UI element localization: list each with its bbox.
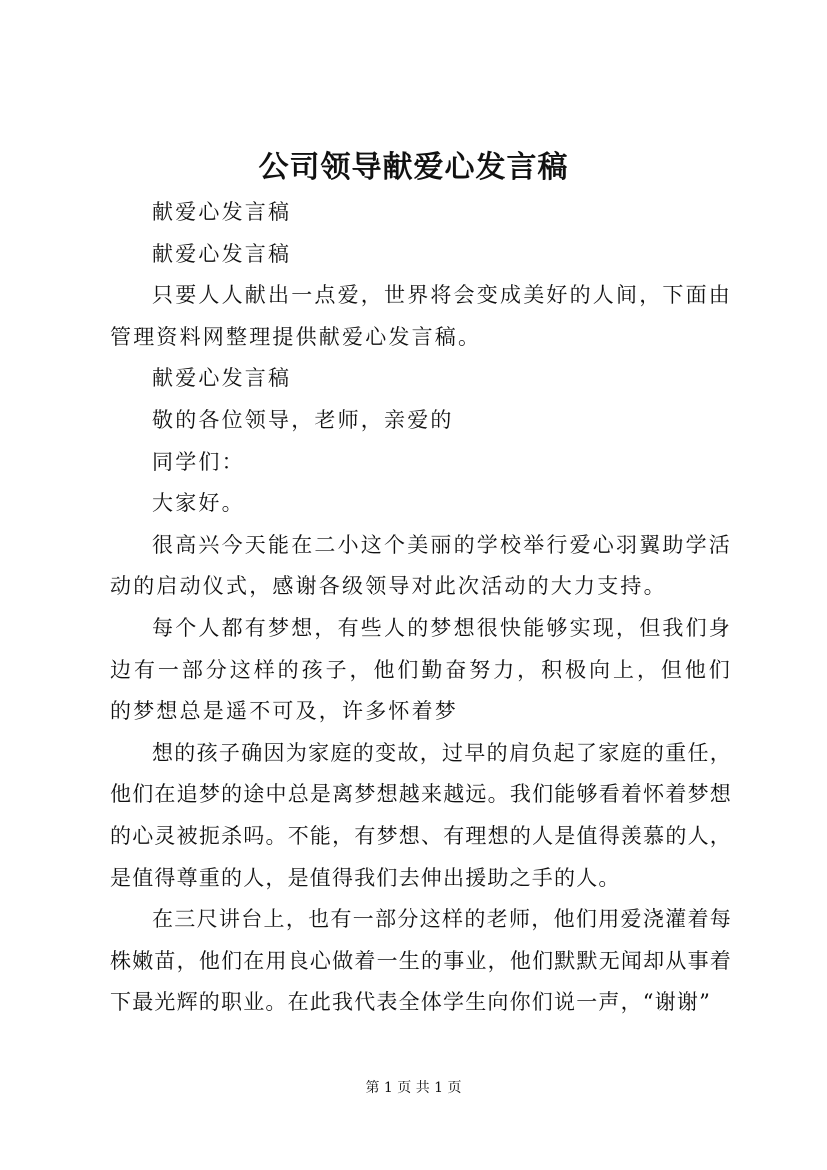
paragraph-salutation-cont: 同学们： [152, 449, 245, 474]
page-footer: 第 1 页 共 1 页 [365, 1080, 462, 1096]
paragraph-heading-2: 献爱心发言稿 [152, 241, 292, 266]
paragraph-body-2: 每个人都有梦想，有些人的梦想很快能够实现，但我们身边有一部分这样的孩子，他们勤奋努力，积极向上，但他们的梦想总是遥不可及，许多怀着梦 [110, 615, 732, 724]
paragraph-intro: 只要人人献出一点爱，世界将会变成美好的人间，下面由管理资料网整理提供献爱心发言稿。 [110, 283, 732, 349]
paragraph-body-1: 很高兴今天能在二小这个美丽的学校举行爱心羽翼助学活动的启动仪式，感谢各级领导对此次活动的大力支持。 [110, 532, 732, 599]
document-body [110, 192, 732, 1024]
paragraph-greeting: 大家好。 [152, 491, 245, 516]
paragraph-heading-1: 献爱心发言稿 [152, 200, 292, 224]
document-title: 公司领导献爱心发言稿 [258, 150, 569, 185]
paragraph-body-3: 想的孩子确因为家庭的变故，过早的肩负起了家庭的重任，他们在追梦的途中总是离梦想越来越远。我们能够看着怀着梦想的心灵被扼杀吗。不能，有梦想、有理想的人是值得羡慕的人，是值得尊重的人，是值得我们去伸出援助之手的人。 [110, 740, 732, 890]
paragraph-salutation: 敬的各位领导，老师，亲爱的 [152, 407, 454, 432]
paragraph-heading-3: 献爱心发言稿 [152, 366, 292, 391]
paragraph-body-4: 在三尺讲台上，也有一部分这样的老师，他们用爱浇灌着每株嫩苗，他们在用良心做着一生的事业，他们默默无闻却从事着下最光辉的职业。在此我代表全体学生向你们说一声，“谢谢” [110, 907, 732, 1015]
